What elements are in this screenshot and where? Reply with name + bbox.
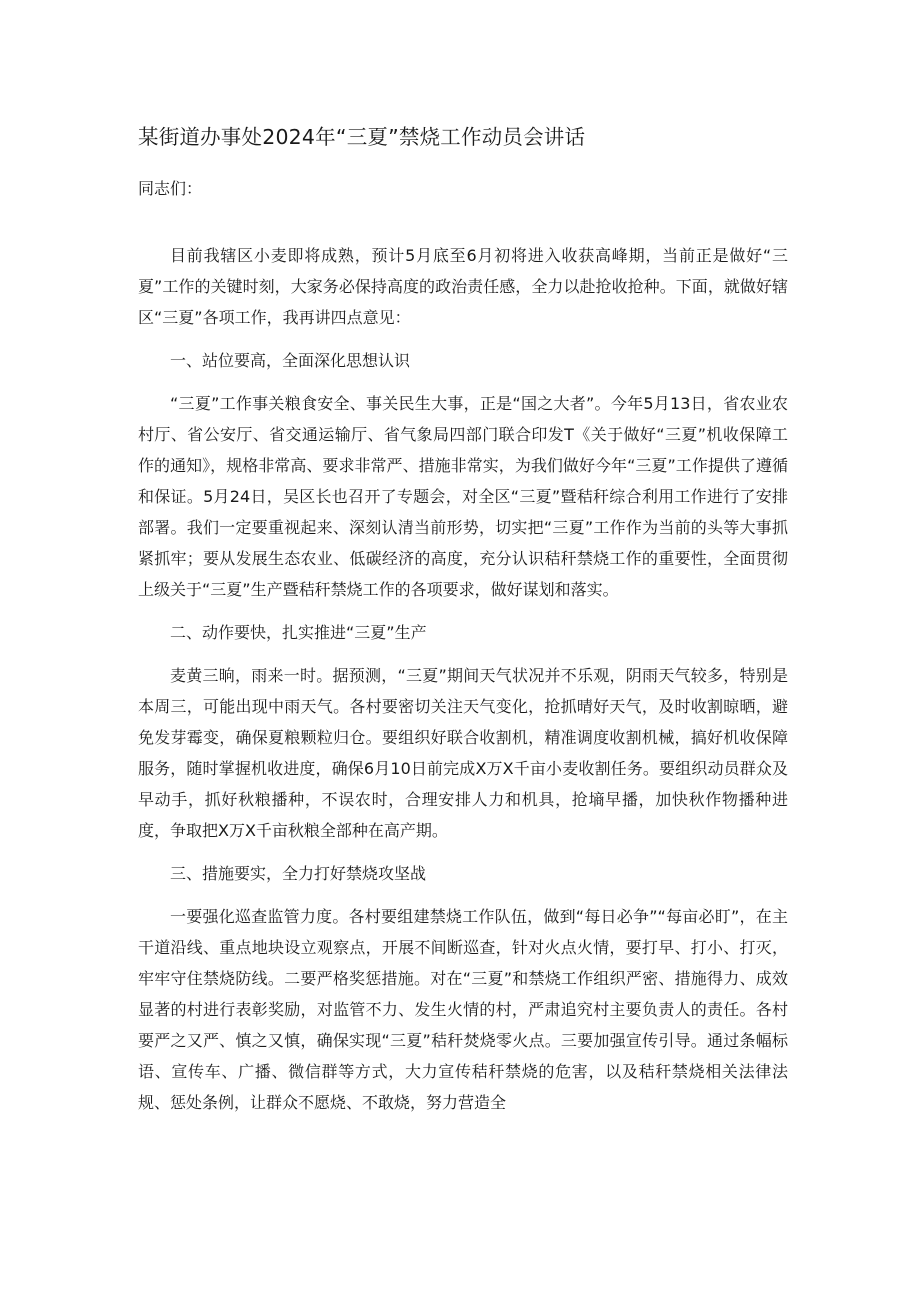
document-title: 某街道办事处2024年“三夏”禁烧工作动员会讲话 (138, 125, 586, 149)
section-paragraph-3: 一要强化巡查监管力度。各村要组建禁烧工作队伍，做到“每日必争”“每亩必盯”，在主干道沿线、重点地块设立观察点，开展不间断巡查，针对火点火情，要打早、打小、打灭，牢牢守住禁烧防线。二要严格奖惩措施。对在“三夏”和禁烧工作组织严密、措施得力、成效显著的村进行表彰奖励，对监管不力、发生火情的村，严肃追究村主要负责人的责任。各村要严之又严、慎之又慎，确保实现“三夏”秸秆焚烧零火点。三要加强宣传引导。通过条幅标语、宣传车、广播、微信群等方式，大力宣传秸秆禁烧的危害，以及秸秆禁烧相关法律法规、惩处条例，让群众不愿烧、不敢烧，努力营造全 (138, 907, 788, 1112)
salutation: 同志们： (138, 179, 203, 198)
section-paragraph-1: “三夏”工作事关粮食安全、事关民生大事，正是“国之大者”。今年5月13日，省农业农村厅、省公安厅、省交通运输厅、省气象局四部门联合印发T《关于做好“三夏”机收保障工作的通知》，规格非常高、要求非常严、措施非常实，为我们做好今年“三夏”工作提供了遵循和保证。5月24日，吴区长也召开了专题会，对全区“三夏”暨秸秆综合利用工作进行了安排部署。我们一定要重视起来、深刻认清当前形势，切实把“三夏”工作作为当前的头等大事抓紧抓牢；要从发展生态农业、低碳经济的高度，充分认识秸秆禁烧工作的重要性，全面贯彻上级关于“三夏”生产暨秸秆禁烧工作的各项要求，做好谋划和落实。 (138, 394, 788, 599)
document-body (138, 240, 788, 1130)
section-heading-3: 三、措施要实，全力打好禁烧攻坚战 (170, 864, 427, 883)
intro-paragraph: 目前我辖区小麦即将成熟，预计5月底至6月初将进入收获高峰期，当前正是做好“三夏”工作的关键时刻，大家务必保持高度的政治责任感，全力以赴抢收抢种。下面，就做好辖区“三夏”各项工作，我再讲四点意见： (138, 246, 788, 327)
section-heading-1: 一、站位要高，全面深化思想认识 (170, 351, 411, 370)
section-paragraph-2: 麦黄三晌，雨来一时。据预测，“三夏”期间天气状况并不乐观，阴雨天气较多，特别是本周三，可能出现中雨天气。各村要密切关注天气变化，抢抓晴好天气，及时收割晾晒，避免发芽霉变，确保夏粮颗粒归仓。要组织好联合收割机，精准调度收割机械，搞好机收保障服务，随时掌握机收进度，确保6月10日前完成X万X千亩小麦收割任务。要组织动员群众及早动手，抓好秋粮播种，不误农时，合理安排人力和机具，抢墒早播，加快秋作物播种进度，争取把X万X千亩秋粮全部种在高产期。 (138, 666, 788, 840)
section-heading-2: 二、动作要快，扎实推进“三夏”生产 (170, 623, 427, 642)
